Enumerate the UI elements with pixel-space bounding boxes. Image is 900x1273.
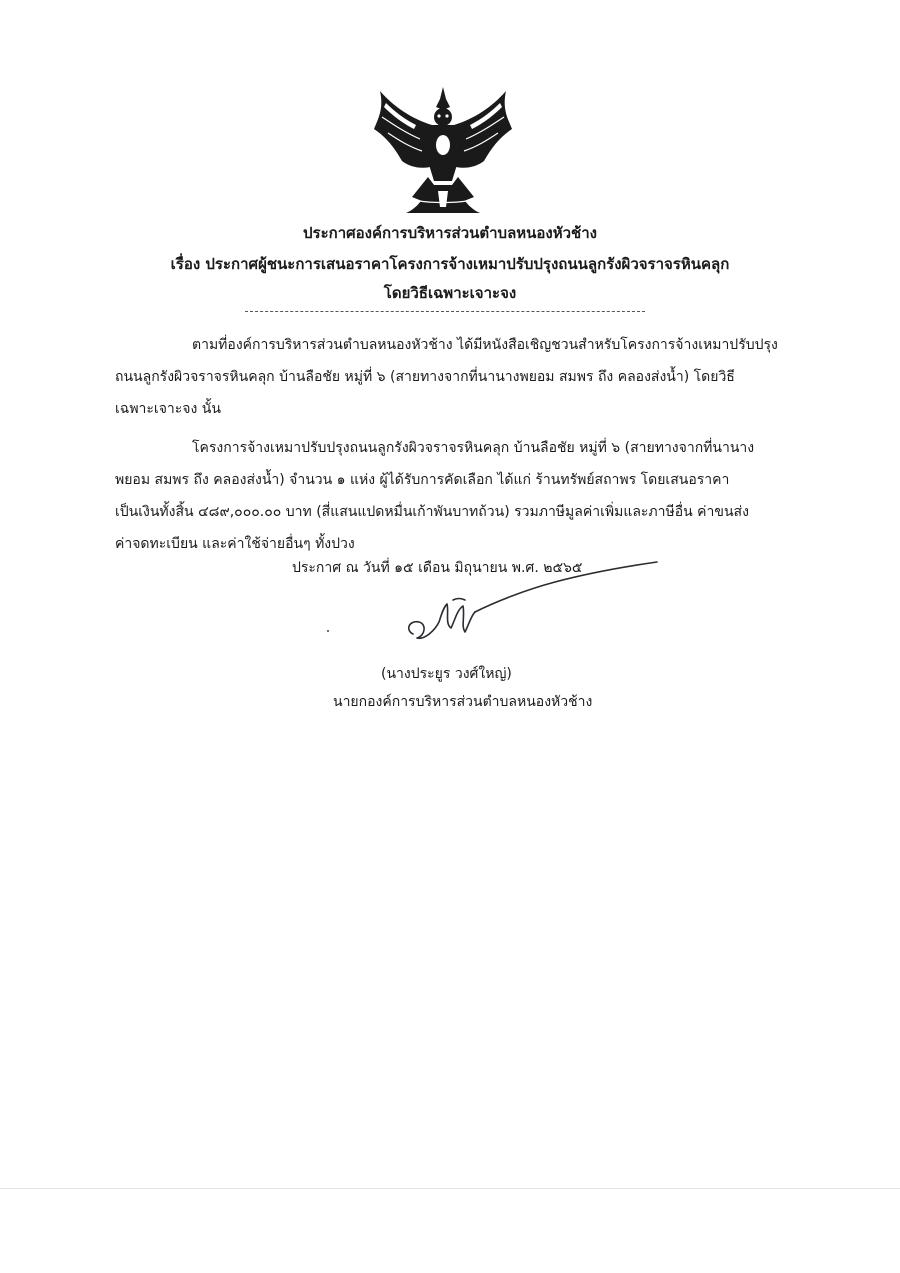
announcement-date: ประกาศ ณ วันที่ ๑๕ เดือน มิถุนายน พ.ศ. ๒๕๖๕ — [292, 560, 583, 576]
paragraph-2-line-3: เป็นเงินทั้งสิ้น ๔๘๙,๐๐๐.๐๐ บาท (สี่แสนแปดหมื่นเก้าพันบาทถ้วน) รวมภาษีมูลค่าเพิ่มและภาษีอื่น ค่าขนส่ง — [115, 504, 749, 520]
paragraph-2-line-4: ค่าจดทะเบียน และค่าใช้จ่ายอื่นๆ ทั้งปวง — [115, 536, 355, 552]
paragraph-2-line-2: พยอม สมพร ถึง คลองส่งน้ำ) จำนวน ๑ แห่ง ผู้ได้รับการคัดเลือก ได้แก่ ร้านทรัพย์สถาพร โดยเสนอราคา — [115, 472, 730, 488]
scan-edge-line — [0, 1188, 900, 1189]
signatory-position: นายกองค์การบริหารส่วนตำบลหนองหัวช้าง — [333, 694, 593, 710]
procurement-method: โดยวิธีเฉพาะเจาะจง — [383, 284, 517, 302]
garuda-emblem-icon — [372, 85, 514, 215]
paragraph-1-line-3: เฉพาะเจาะจง นั้น — [115, 401, 221, 417]
paragraph-1-line-1: ตามที่องค์การบริหารส่วนตำบลหนองหัวช้าง ได้มีหนังสือเชิญชวนสำหรับโครงการจ้างเหมาปรับปรุง — [192, 337, 778, 353]
announcement-subject: เรื่อง ประกาศผู้ชนะการเสนอราคาโครงการจ้างเหมาปรับปรุงถนนลูกรังผิวจราจรหินคลุก — [170, 255, 730, 273]
announcement-title: ประกาศองค์การบริหารส่วนตำบลหนองหัวช้าง — [303, 224, 597, 242]
ink-dot — [327, 630, 329, 632]
paragraph-2-line-1: โครงการจ้างเหมาปรับปรุงถนนลูกรังผิวจราจรหินคลุก บ้านลือชัย หมู่ที่ ๖ (สายทางจากที่นานาง — [192, 440, 755, 456]
paragraph-1-line-2: ถนนลูกรังผิวจราจรหินคลุก บ้านลือชัย หมู่ที่ ๖ (สายทางจากที่นานางพยอม สมพร ถึง คลองส่งน้ำ) โดยวิธี — [115, 369, 735, 385]
handwritten-signature — [395, 560, 675, 650]
signatory-name: (นางประยูร วงศ์ใหญ่) — [381, 666, 512, 682]
heading-divider — [245, 311, 645, 312]
